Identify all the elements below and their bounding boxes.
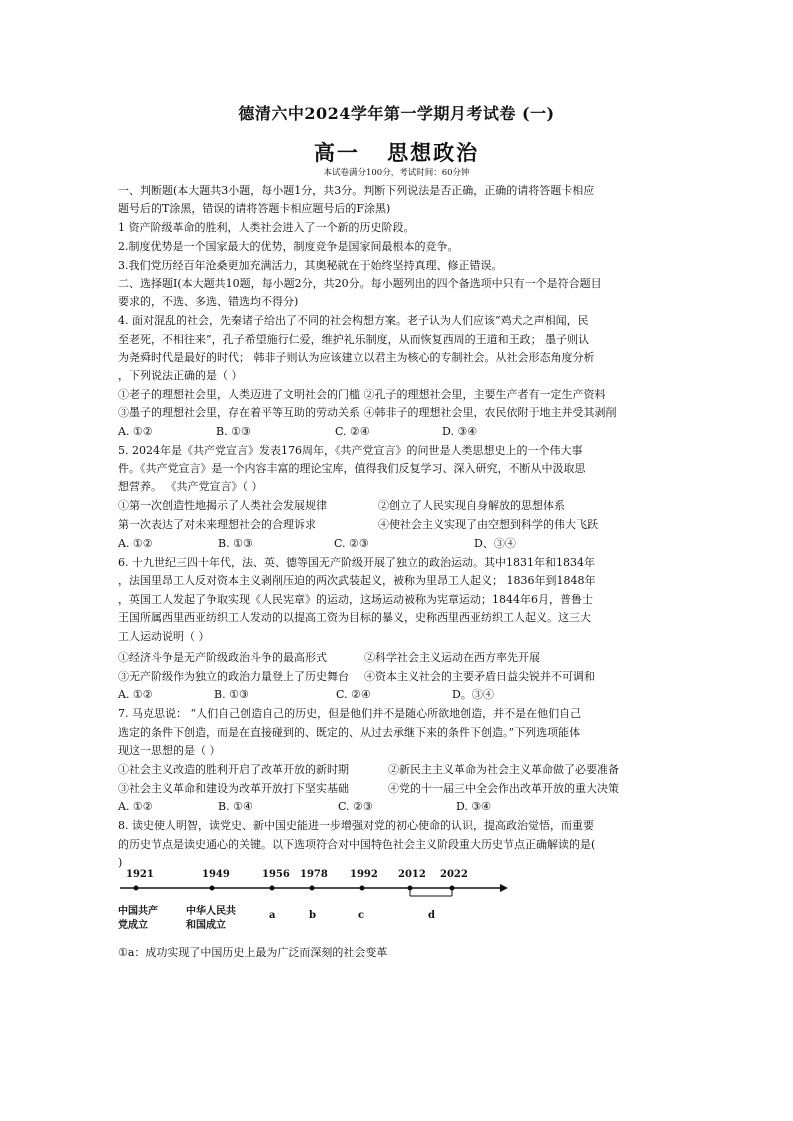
question-6-line: ，法国里昂工人反对资本主义剥削压迫的两次武装起义，被称为里昂工人起义； 1836年到1848年 (118, 574, 596, 587)
answer-choice: D、③④ (474, 537, 516, 550)
answer-choice: A. ①② (118, 688, 153, 701)
question-6-line: 王国所属西里西亚纺织工人发动的以提高工资为目标的暴义，史称西里西亚纺织工人起义。这三大 (118, 611, 591, 624)
exam-title: 德清六中2024学年第一学期月考试卷 (一) (238, 104, 555, 123)
question-5-line: 5. 2024年是《共产党宣言》发表176周年，《共产党宣言》的问世是人类思想史上的一个伟大事 (118, 444, 583, 457)
option-text: ③无产阶级作为独立的政治力量登上了历史舞台 (118, 670, 349, 683)
answer-choice: C. ②④ (336, 688, 371, 701)
option-text: ④资本主义社会的主要矛盾日益尖锐并不可调和 (364, 670, 595, 683)
question-7-line: 选定的条件下创造，而是在直接碰到的、既定的、从过去承继下来的条件下创造。”下列选项能体 (118, 726, 581, 739)
timeline-year: 1978 (300, 869, 328, 880)
subject-label: 思想政治 (387, 140, 480, 165)
option-text: ①经济斗争是无产阶级政治斗争的最高形式 (118, 651, 327, 664)
question-5-line: 想营养。 《共产党宣言》（ ） (118, 480, 263, 493)
history-timeline (112, 864, 512, 944)
section-2-heading-cont: 要求的，不选、多选、错选均不得分) (118, 295, 299, 308)
timeline-year: 2022 (440, 869, 468, 880)
answer-choice: B. ①③ (214, 688, 249, 701)
question-4-line: 为尧舜时代是最好的时代； 韩非子则认为应该建立以君主为核心的专制社会。从社会形态角度分析 (118, 351, 595, 364)
option-text: ②创立了人民实现自身解放的思想体系 (378, 499, 565, 512)
question-7-line: 7. 马克思说： “人们自己创造自己的历史，但是他们并不是随心所欲地创造，并不是在他们自己 (118, 707, 582, 720)
question-4-line: 至老死，不相往来”，孔子希望施行仁爱，维护礼乐制度，从而恢复西周的王道和王政； 墨子则认 (118, 333, 590, 346)
question-8-line: ) (118, 856, 123, 869)
option-text: ①社会主义改造的胜利开启了改革开放的新时期 (118, 763, 349, 776)
question-5-line: 件。《共产党宣言》是一个内容丰富的理论宝库，值得我们反复学习、深入研究，不断从中汲取思 (118, 462, 586, 475)
timeline-event: d (428, 910, 435, 921)
answer-choice: A. ①② (118, 800, 153, 813)
timeline-event: a (269, 910, 276, 921)
answer-choice: C. ②③ (338, 800, 373, 813)
question-6-line: ，英国工人发起了争取实现《人民宪章》的运动，这场运动被称为宪章运动；1844年6月，普鲁士 (118, 593, 593, 606)
section-1-heading-cont: 题号后的T涂黑，错误的请将答题卡相应题号后的F涂黑) (118, 202, 391, 215)
option-text: ④使社会主义实现了由空想到科学的伟大飞跃 (378, 518, 598, 531)
question-4-option: ③墨子的理想社会里，存在着平等互助的劳动关系 ④韩非子的理想社会里，农民依附于地主并受其剥削 (118, 406, 617, 419)
timeline-year: 2012 (398, 869, 426, 880)
answer-choice: B. ①③ (216, 425, 251, 438)
question-4-line: 4. 面对混乱的社会，先秦诸子给出了不同的社会构想方案。老子认为人们应该“鸡犬之声相闻，民 (118, 314, 589, 327)
answer-choice: D. ③④ (456, 800, 492, 813)
answer-choice: A. ①② (118, 537, 153, 550)
timeline-year: 1949 (202, 869, 230, 880)
answer-choice: B. ①④ (218, 800, 253, 813)
timeline-year: 1921 (126, 869, 154, 880)
answer-choice: C. ②④ (335, 425, 370, 438)
question-1: 1 资产阶级革命的胜利，人类社会进入了一个新的历史阶段。 (118, 221, 415, 234)
question-6-line: 6. 十九世纪三四十年代，法、英、德等国无产阶级开展了独立的政治运动。其中1831年和1834年 (118, 556, 595, 569)
answer-choice: B. ①③ (218, 537, 253, 550)
timeline-year: 1956 (262, 869, 290, 880)
option-text: ②科学社会主义运动在西方率先开展 (364, 651, 540, 664)
timeline-event: b (309, 910, 316, 921)
exam-subject (0, 137, 793, 167)
question-3: 3.我们党历经百年沧桑更加充满活力，其奥秘就在于始终坚持真理、修正错误。 (118, 259, 503, 272)
option-text: ④党的十一届三中全会作出改革开放的重大决策 (388, 782, 619, 795)
question-4-line: ，下列说法正确的是（ ） (118, 369, 243, 382)
question-8-option: ①a：成功实现了中国历史上最为广泛而深刻的社会变革 (118, 946, 388, 959)
timeline-event: 和国成立 (186, 920, 226, 931)
option-text: ②新民主主义革命为社会主义革命做了必要准备 (388, 763, 619, 776)
option-text: ③社会主义革命和建设为改革开放打下坚实基础 (118, 782, 349, 795)
section-1-heading: 一、判断题(本大题共3小题，每小题1分，共3分。判断下列说法是否正确，正确的请将答题卡相应 (118, 184, 595, 197)
question-8-line: 8. 读史使人明智，读党史、新中国史能进一步增强对党的初心使命的认识，提高政治觉悟，而重要 (118, 819, 594, 832)
answer-choice: D。③④ (452, 688, 494, 701)
option-text: 第一次表达了对未来理想社会的合理诉求 (118, 518, 316, 531)
answer-choice: A. ①② (118, 425, 153, 438)
timeline-event: 中国共产 (118, 906, 158, 917)
section-2-heading: 二、选择题Ⅰ(本大题共10题，每小题2分，共20分。每小题列出的四个备选项中只有一个是符合题目 (118, 277, 602, 290)
option-text: ①第一次创造性地揭示了人类社会发展规律 (118, 499, 327, 512)
question-8-line: 的历史节点是读史通心的关键。以下选项符合对中国特色社会主义阶段重大历史节点正确解读的是( (118, 838, 596, 851)
timeline-event: 中华人民共 (186, 906, 236, 917)
answer-choice: D. ③④ (442, 425, 478, 438)
question-6-line: 工人运动说明（ ） (118, 630, 210, 643)
grade-label: 高一 (313, 140, 360, 165)
answer-choice: C. ②③ (334, 537, 369, 550)
timeline-event: c (358, 910, 365, 921)
timeline-year: 1992 (350, 869, 378, 880)
question-2: 2.制度优势是一个国家最大的优势，制度竞争是国家间最根本的竞争。 (118, 240, 459, 253)
question-7-line: 现这一思想的是（ ） (118, 744, 221, 757)
timeline-event: 党成立 (118, 920, 148, 931)
exam-meta: 本试卷满分100分，考试时间：60分钟 (323, 168, 470, 178)
question-4-option: ①老子的理想社会里，人类迈进了文明社会的门槛 ②孔子的理想社会里，主要生产者有一定生产资料 (118, 388, 606, 401)
